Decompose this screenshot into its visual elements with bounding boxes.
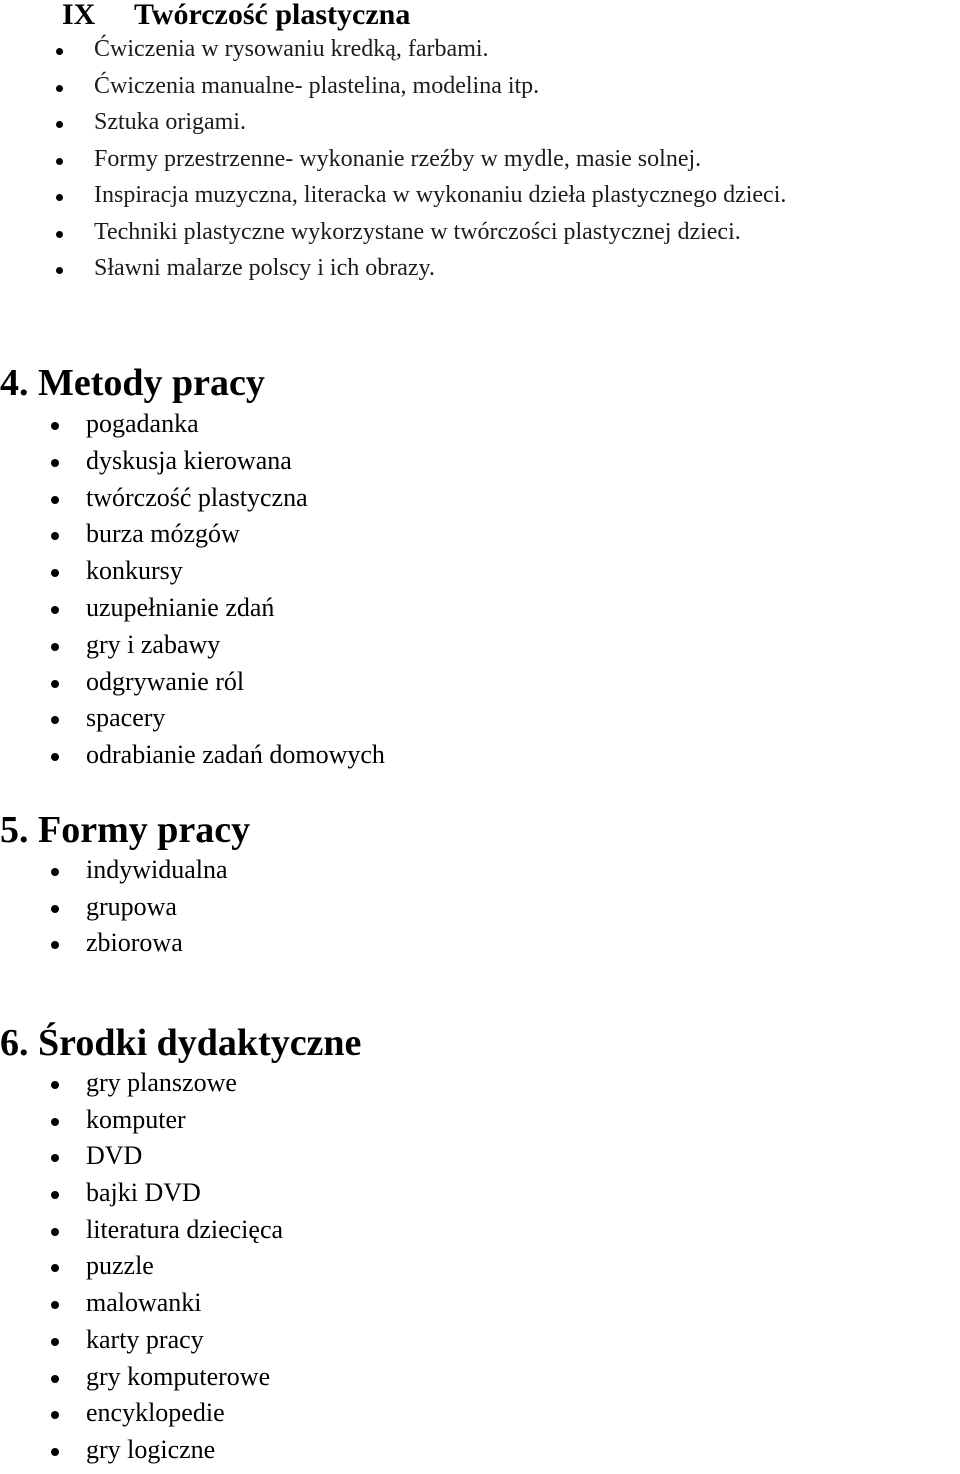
list-item-text: Techniki plastyczne wykorzystane w twórczości plastycznej dzieci. [94, 218, 741, 245]
list-item-text: malowanki [86, 1288, 202, 1318]
list-item-text: pogadanka [86, 409, 199, 438]
bullet-icon [51, 1411, 59, 1419]
section-title: Środki dydaktyczne [38, 1022, 362, 1064]
bullet-icon [51, 1154, 59, 1162]
bullet-icon [51, 1228, 59, 1236]
section-title: Twórczość plastyczna [134, 0, 411, 31]
section-number: IX [62, 0, 96, 31]
bullet-icon [56, 194, 63, 201]
list-item-text: konkursy [86, 556, 183, 586]
list-item-text: uzupełnianie zdań [86, 592, 275, 622]
list-item-text: gry i zabawy [86, 629, 221, 659]
list-item-text: Formy przestrzenne- wykonanie rzeźby w mydle, masie solnej. [94, 145, 702, 172]
bullet-icon [51, 459, 59, 467]
list-item-text: puzzle [86, 1251, 154, 1281]
bullet-icon [56, 48, 63, 55]
bullet-icon [51, 422, 59, 430]
section-heading-metody-pracy [0, 364, 265, 402]
list-item-text: spacery [86, 703, 166, 733]
section-heading-tworczosc-plastyczna [62, 0, 410, 30]
list-item-text: encyklopedie [86, 1398, 225, 1428]
list-item-text: Inspiracja muzyczna, literacka w wykonaniu dzieła plastycznego dzieci. [94, 182, 787, 208]
list-item-text: gry planszowe [86, 1068, 237, 1097]
bullet-icon [51, 753, 59, 761]
bullet-icon [56, 121, 63, 128]
bullet-icon [51, 532, 59, 540]
bullet-icon [51, 606, 59, 614]
list-item-text: dyskusja kierowana [86, 445, 292, 475]
bullet-icon [51, 569, 59, 577]
list-item-text: literatura dziecięca [86, 1214, 284, 1244]
bullet-icon [51, 1081, 59, 1089]
list-item-text: grupowa [86, 891, 177, 921]
list-item-text: indywidualna [86, 855, 228, 884]
bullet-icon [51, 1264, 59, 1272]
bullet-icon [56, 231, 63, 238]
bullet-icon [51, 1301, 59, 1309]
list-item-text: Ćwiczenia manualne- plastelina, modelina itp. [94, 72, 540, 99]
section-number: 6. [0, 1022, 29, 1064]
bullet-icon [51, 1448, 59, 1456]
list-item-text: odrabianie zadań domowych [86, 740, 385, 770]
section-number: 4. [0, 362, 29, 404]
section-title: Metody pracy [38, 362, 265, 404]
bullet-icon [51, 680, 59, 688]
bullet-icon [51, 1118, 59, 1126]
bullet-icon [56, 158, 63, 165]
section-number: 5. [0, 809, 29, 851]
bullet-icon [51, 868, 59, 876]
list-item-text: karty pracy [86, 1324, 204, 1354]
list-item-text: Sztuka origami. [94, 109, 246, 135]
list-item-text: burza mózgów [86, 519, 240, 549]
list-item-text: gry logiczne [86, 1434, 216, 1464]
section-heading-formy-pracy [0, 811, 250, 849]
list-item-text: gry komputerowe [86, 1361, 271, 1391]
bullet-icon [51, 1191, 59, 1199]
list-item-text: komputer [86, 1104, 186, 1134]
bullet-icon [56, 267, 63, 274]
bullet-icon [51, 496, 59, 504]
section-heading-srodki-dydaktyczne [0, 1024, 361, 1062]
bullet-icon [51, 941, 59, 949]
list-item-text: DVD [86, 1141, 143, 1171]
bullet-icon [51, 1338, 59, 1346]
bullet-icon [51, 1375, 59, 1383]
bullet-icon [51, 905, 59, 913]
list-item-text: bajki DVD [86, 1178, 201, 1208]
section-title: Formy pracy [38, 809, 251, 851]
bullet-icon [56, 85, 63, 92]
list-item-text: Ćwiczenia w rysowaniu kredką, farbami. [94, 36, 489, 62]
list-item-text: odgrywanie ról [86, 666, 245, 696]
bullet-icon [51, 643, 59, 651]
list-item-text: Sławni malarze polscy i ich obrazy. [94, 255, 435, 281]
bullet-icon [51, 716, 59, 724]
list-item-text: zbiorowa [86, 928, 183, 957]
list-item-text: twórczość plastyczna [86, 482, 308, 512]
